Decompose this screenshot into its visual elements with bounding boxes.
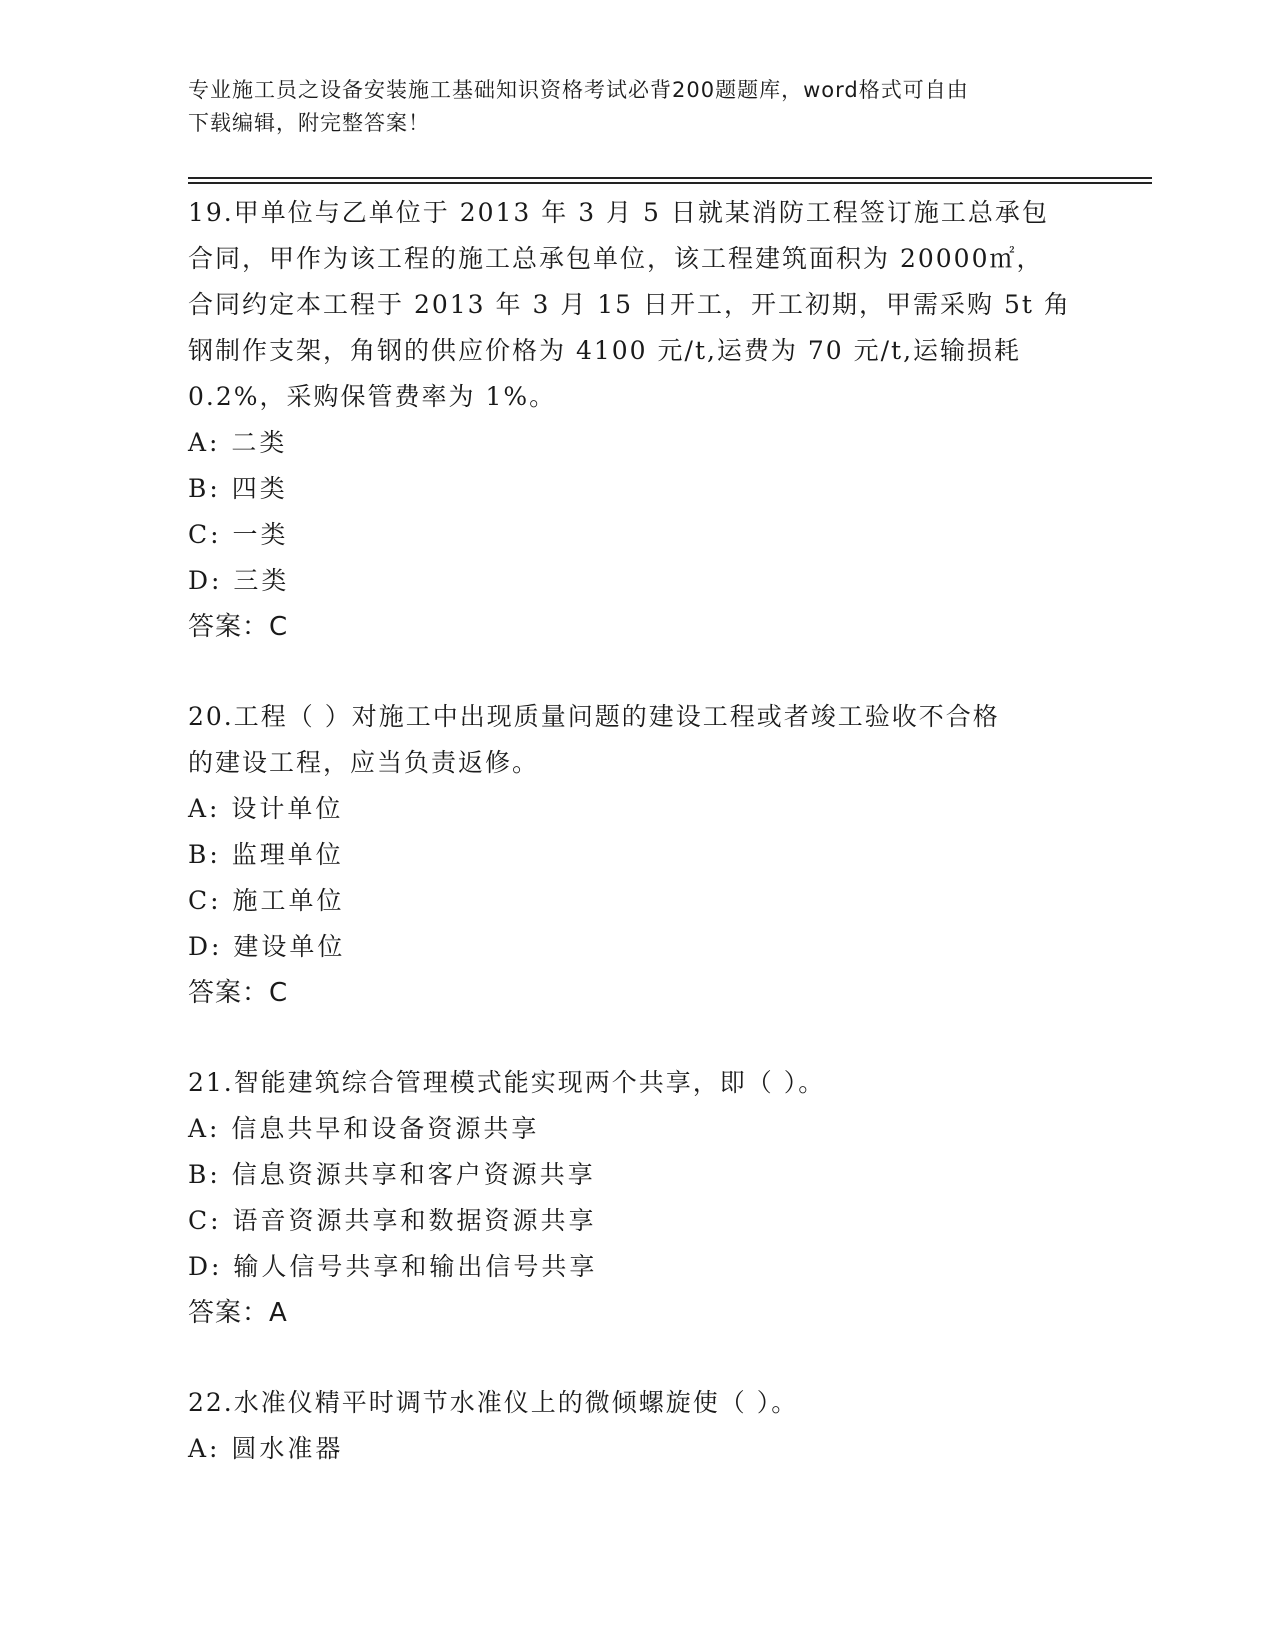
question-text-line: 合同约定本工程于 2013 年 3 月 15 日开工，开工初期，甲需采购 5t 角: [188, 290, 1071, 319]
question-list: [188, 190, 1088, 1516]
option-b: B: 监理单位: [188, 840, 344, 869]
option-c: C: 语音资源共享和数据资源共享: [188, 1206, 597, 1235]
option-b: B: 信息资源共享和客户资源共享: [188, 1160, 596, 1189]
question-19: [188, 190, 1088, 650]
answer-label: 答案：C: [188, 612, 289, 642]
option-a: A: 信息共早和设备资源共享: [188, 1114, 540, 1143]
option-d: D: 建设单位: [188, 932, 346, 961]
question-text-line: 合同，甲作为该工程的施工总承包单位，该工程建筑面积为 20000㎡，: [188, 244, 1044, 273]
option-b: B: 四类: [188, 474, 288, 503]
question-text-line: 钢制作支架，角钢的供应价格为 4100 元/t,运费为 70 元/t,运输损耗: [188, 336, 1022, 365]
header-line-1: 专业施工员之设备安装施工基础知识资格考试必背200题题库，word格式可自由: [188, 78, 969, 102]
option-d: D: 三类: [188, 566, 290, 595]
header-line-2: 下载编辑，附完整答案！: [188, 111, 430, 135]
question-22: [188, 1380, 1088, 1472]
option-a: A: 圆水准器: [188, 1434, 344, 1463]
question-text-line: 20.工程（ ）对施工中出现质量问题的建设工程或者竣工验收不合格: [188, 702, 1000, 731]
question-21: [188, 1060, 1088, 1336]
option-a: A: 设计单位: [188, 794, 344, 823]
question-text-line: 21.智能建筑综合管理模式能实现两个共享，即（ ）。: [188, 1068, 826, 1097]
document-header: [188, 74, 1088, 140]
question-text-line: 的建设工程，应当负责返修。: [188, 748, 540, 777]
option-d: D: 输人信号共享和输出信号共享: [188, 1252, 598, 1281]
option-c: C: 施工单位: [188, 886, 345, 915]
question-20: [188, 694, 1088, 1016]
question-text-line: 0.2%，采购保管费率为 1%。: [188, 382, 557, 411]
answer-label: 答案：A: [188, 1298, 288, 1328]
option-c: C: 一类: [188, 520, 289, 549]
header-divider-top: [188, 177, 1152, 179]
option-a: A: 二类: [188, 428, 288, 457]
question-text-line: 19.甲单位与乙单位于 2013 年 3 月 5 日就某消防工程签订施工总承包: [188, 198, 1049, 227]
question-text-line: 22.水准仪精平时调节水准仪上的微倾螺旋使（ ）。: [188, 1388, 799, 1417]
answer-label: 答案：C: [188, 978, 289, 1008]
header-divider-bottom: [188, 182, 1152, 184]
